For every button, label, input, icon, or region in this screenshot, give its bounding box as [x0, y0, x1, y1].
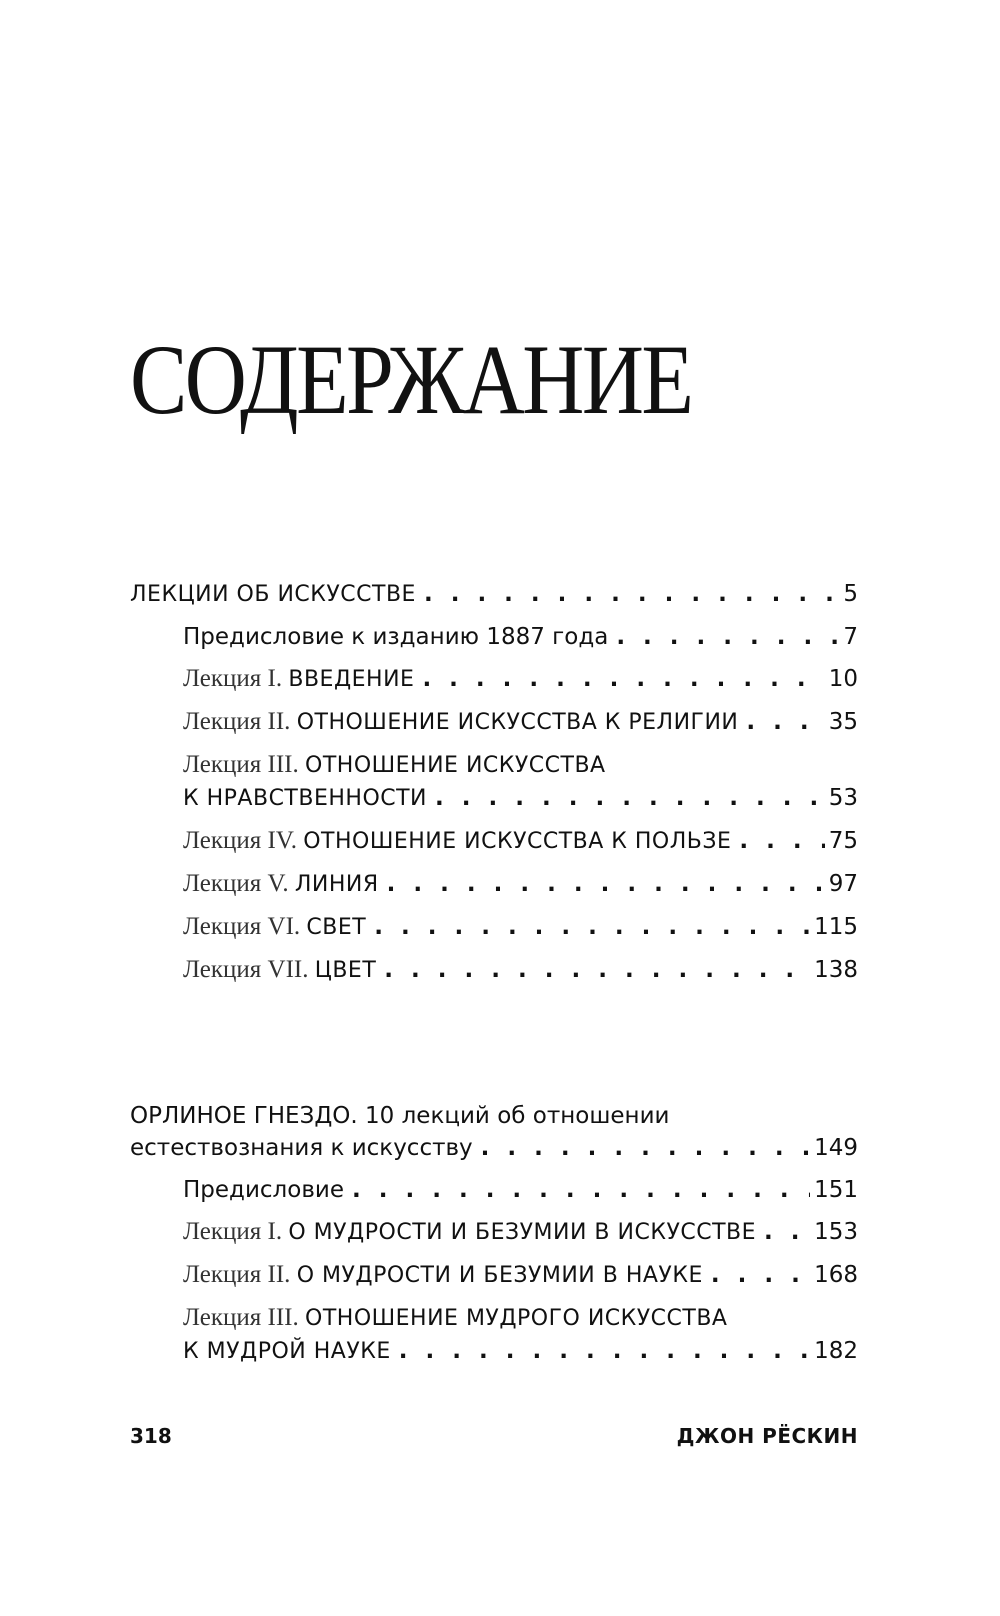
toc-entry-label: Лекция I. [183, 1218, 289, 1245]
dot-leader [384, 954, 810, 986]
toc-entry-title-cont: естествознания к искусству [130, 1135, 473, 1161]
toc-entry-label: Лекция III. [183, 751, 306, 778]
dot-leader [424, 578, 839, 610]
toc-entry-label: Лекция II. [183, 1261, 297, 1288]
dot-leader [711, 1259, 810, 1291]
toc-section-lectures-on-art [130, 578, 858, 997]
toc-entry[interactable] [130, 1174, 858, 1206]
toc-entry-title: ОТНОШЕНИЕ ИСКУССТВА К РЕЛИГИИ [296, 710, 739, 735]
toc-entry-title: ВВЕДЕНИЕ [288, 667, 415, 692]
toc-entry-page: 35 [828, 709, 858, 735]
toc-section-eagles-nest [130, 1100, 858, 1378]
dot-leader [352, 1174, 810, 1206]
toc-entry[interactable] [130, 825, 858, 858]
dot-leader [481, 1132, 810, 1164]
toc-entry[interactable] [130, 1302, 858, 1368]
toc-entry-title: СВЕТ [306, 915, 367, 940]
toc-entry[interactable] [130, 1216, 858, 1249]
toc-entry-title: ЦВЕТ [314, 958, 377, 983]
dot-leader [399, 1335, 810, 1367]
toc-entry[interactable] [130, 663, 858, 696]
toc-entry-title: ЛИНИЯ [294, 872, 379, 897]
toc-entry-label: Лекция III. [183, 1304, 306, 1331]
toc-entry-label: Лекция I. [183, 665, 289, 692]
dot-leader [739, 825, 824, 857]
toc-entry-page: 53 [828, 785, 858, 811]
toc-entry-label: Лекция VII. [183, 956, 315, 983]
toc-entry-page: 97 [828, 871, 858, 897]
toc-entry[interactable] [130, 749, 858, 815]
toc-entry-title: О МУДРОСТИ И БЕЗУМИИ В ИСКУССТВЕ [288, 1220, 757, 1245]
toc-entry-label: Лекция V. [183, 870, 295, 897]
toc-entry-page: 115 [814, 914, 858, 940]
running-author: ДЖОН РЁСКИН [676, 1424, 858, 1448]
toc-entry-title-cont: К МУДРОЙ НАУКЕ [183, 1339, 391, 1364]
toc-entry[interactable] [130, 621, 858, 653]
toc-entry-page: 182 [814, 1338, 858, 1364]
dot-leader [422, 663, 824, 695]
dot-leader [387, 868, 825, 900]
toc-entry[interactable] [130, 706, 858, 739]
page-title: СОДЕРЖАНИЕ [130, 324, 692, 435]
toc-entry-title: О МУДРОСТИ И БЕЗУМИИ В НАУКЕ [296, 1263, 703, 1288]
dot-leader [616, 621, 839, 653]
toc-entry[interactable] [130, 911, 858, 944]
toc-entry[interactable] [130, 578, 858, 611]
toc-entry-page: 75 [828, 828, 858, 854]
toc-entry-page: 168 [814, 1262, 858, 1288]
toc-entry-title: ОТНОШЕНИЕ МУДРОГО ИСКУССТВА [305, 1306, 728, 1331]
toc-entry-title: ОТНОШЕНИЕ ИСКУССТВА К ПОЛЬЗЕ [303, 829, 732, 854]
toc-entry[interactable] [130, 954, 858, 987]
dot-leader [374, 911, 810, 943]
toc-entry-label: Лекция IV. [183, 827, 304, 854]
toc-entry-page: 5 [843, 581, 858, 607]
toc-entry-page: 10 [828, 666, 858, 692]
toc-entry-page: 149 [814, 1135, 858, 1161]
toc-entry-page: 7 [843, 624, 858, 650]
toc-entry-page: 138 [814, 957, 858, 983]
toc-entry-label: Лекция II. [183, 708, 297, 735]
dot-leader [764, 1216, 810, 1248]
toc-entry[interactable] [130, 1259, 858, 1292]
dot-leader [746, 706, 824, 738]
toc-entry[interactable] [130, 1100, 858, 1164]
toc-entry-title: ОРЛИНОЕ ГНЕЗДО. 10 лекций об отношении [130, 1103, 670, 1129]
toc-entry-title: Предисловие к изданию 1887 года [183, 624, 609, 650]
toc-entry-label: Лекция VI. [183, 913, 307, 940]
dot-leader [435, 782, 825, 814]
toc-entry-title: ЛЕКЦИИ ОБ ИСКУССТВЕ [130, 582, 416, 607]
toc-entry-page: 153 [814, 1219, 858, 1245]
toc-entry-page: 151 [814, 1177, 858, 1203]
toc-entry[interactable] [130, 868, 858, 901]
toc-entry-title-cont: К НРАВСТВЕННОСТИ [183, 786, 428, 811]
page-number: 318 [130, 1424, 172, 1448]
toc-entry-title: Предисловие [183, 1177, 344, 1203]
toc-entry-title: ОТНОШЕНИЕ ИСКУССТВА [305, 753, 606, 778]
